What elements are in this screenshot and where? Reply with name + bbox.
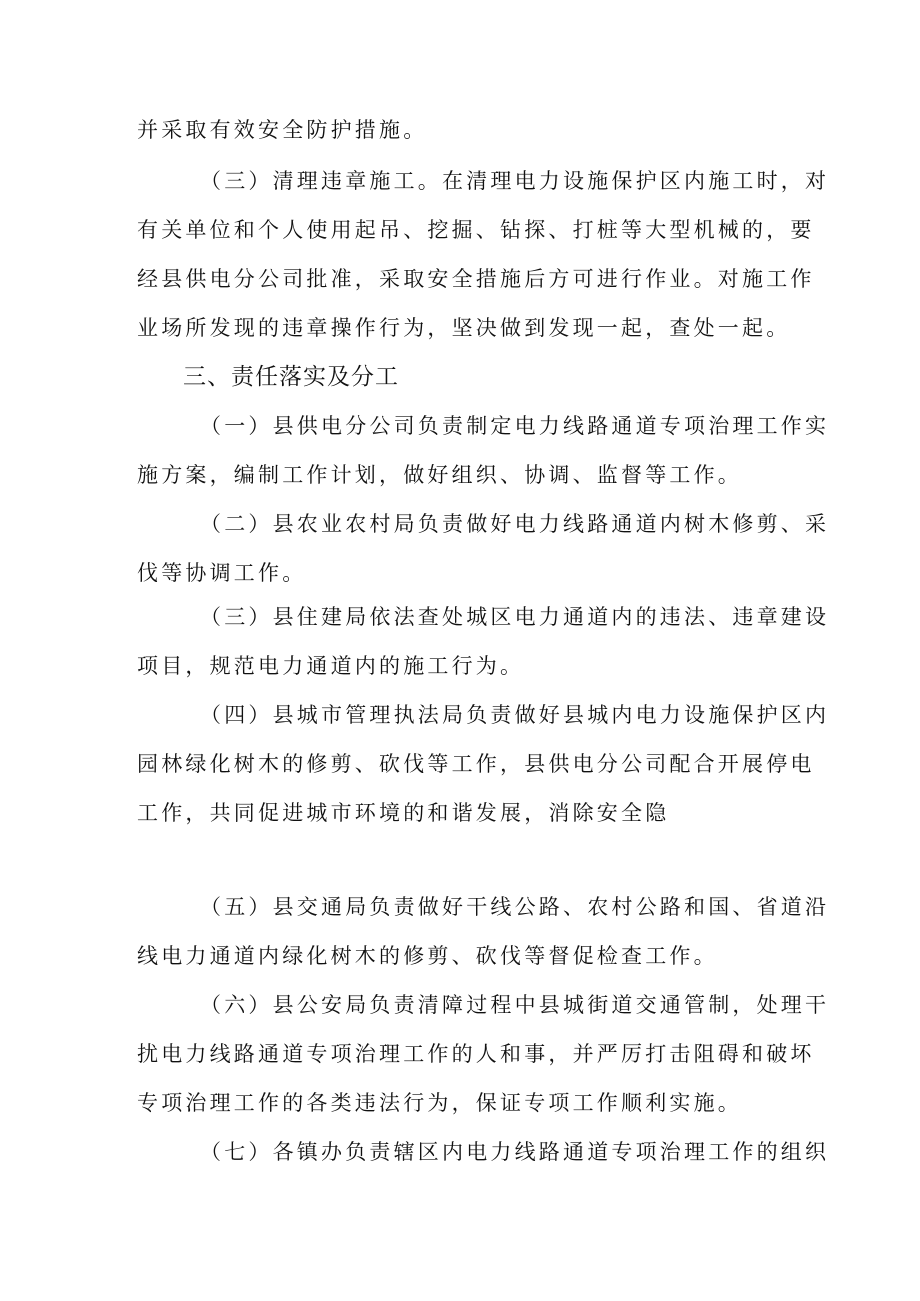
text-line: （七）各镇办负责辖区内电力线路通道专项治理工作的组织: [200, 1140, 830, 1164]
text-line: 施方案，编制工作计划，做好组织、协调、监督等工作。: [137, 463, 742, 487]
section-heading: 三、责任落实及分工: [183, 364, 399, 390]
text-line: （三）清理违章施工。在清理电力设施保护区内施工时，对: [200, 169, 830, 193]
text-line: 有关单位和个人使用起吊、挖掘、钻探、打桩等大型机械的，要: [137, 218, 815, 242]
text-line: （三）县住建局依法查处城区电力通道内的违法、违章建设: [200, 605, 830, 629]
text-line: 伐等协调工作。: [137, 561, 307, 585]
text-line: 扰电力线路通道专项治理工作的人和事，并严厉打击阻碍和破坏: [137, 1042, 815, 1066]
text-line: 线电力通道内绿化树木的修剪、砍伐等督促检查工作。: [137, 944, 718, 968]
text-line: （四）县城市管理执法局负责做好县城内电力设施保护区内: [200, 703, 830, 727]
text-line: （六）县公安局负责清障过程中县城街道交通管制，处理干: [200, 993, 830, 1017]
text-line: （一）县供电分公司负责制定电力线路通道专项治理工作实: [200, 414, 830, 438]
text-line: 并采取有效安全防护措施。: [137, 118, 428, 142]
text-line: 业场所发现的违章操作行为，坚决做到发现一起，查处一起。: [137, 316, 791, 340]
text-line: 经县供电分公司批准，采取安全措施后方可进行作业。对施工作: [137, 267, 815, 291]
text-line: 项目，规范电力通道内的施工行为。: [137, 654, 525, 678]
text-line: （二）县农业农村局负责做好电力线路通道内树木修剪、采: [200, 512, 830, 536]
text-line: 专项治理工作的各类违法行为，保证专项工作顺利实施。: [137, 1091, 742, 1115]
text-line: （五）县交通局负责做好干线公路、农村公路和国、省道沿: [200, 895, 830, 919]
text-line: 工作，共同促进城市环境的和谐发展，消除安全隐: [137, 801, 670, 825]
text-line: 园林绿化树木的修剪、砍伐等工作，县供电分公司配合开展停电: [137, 752, 815, 776]
